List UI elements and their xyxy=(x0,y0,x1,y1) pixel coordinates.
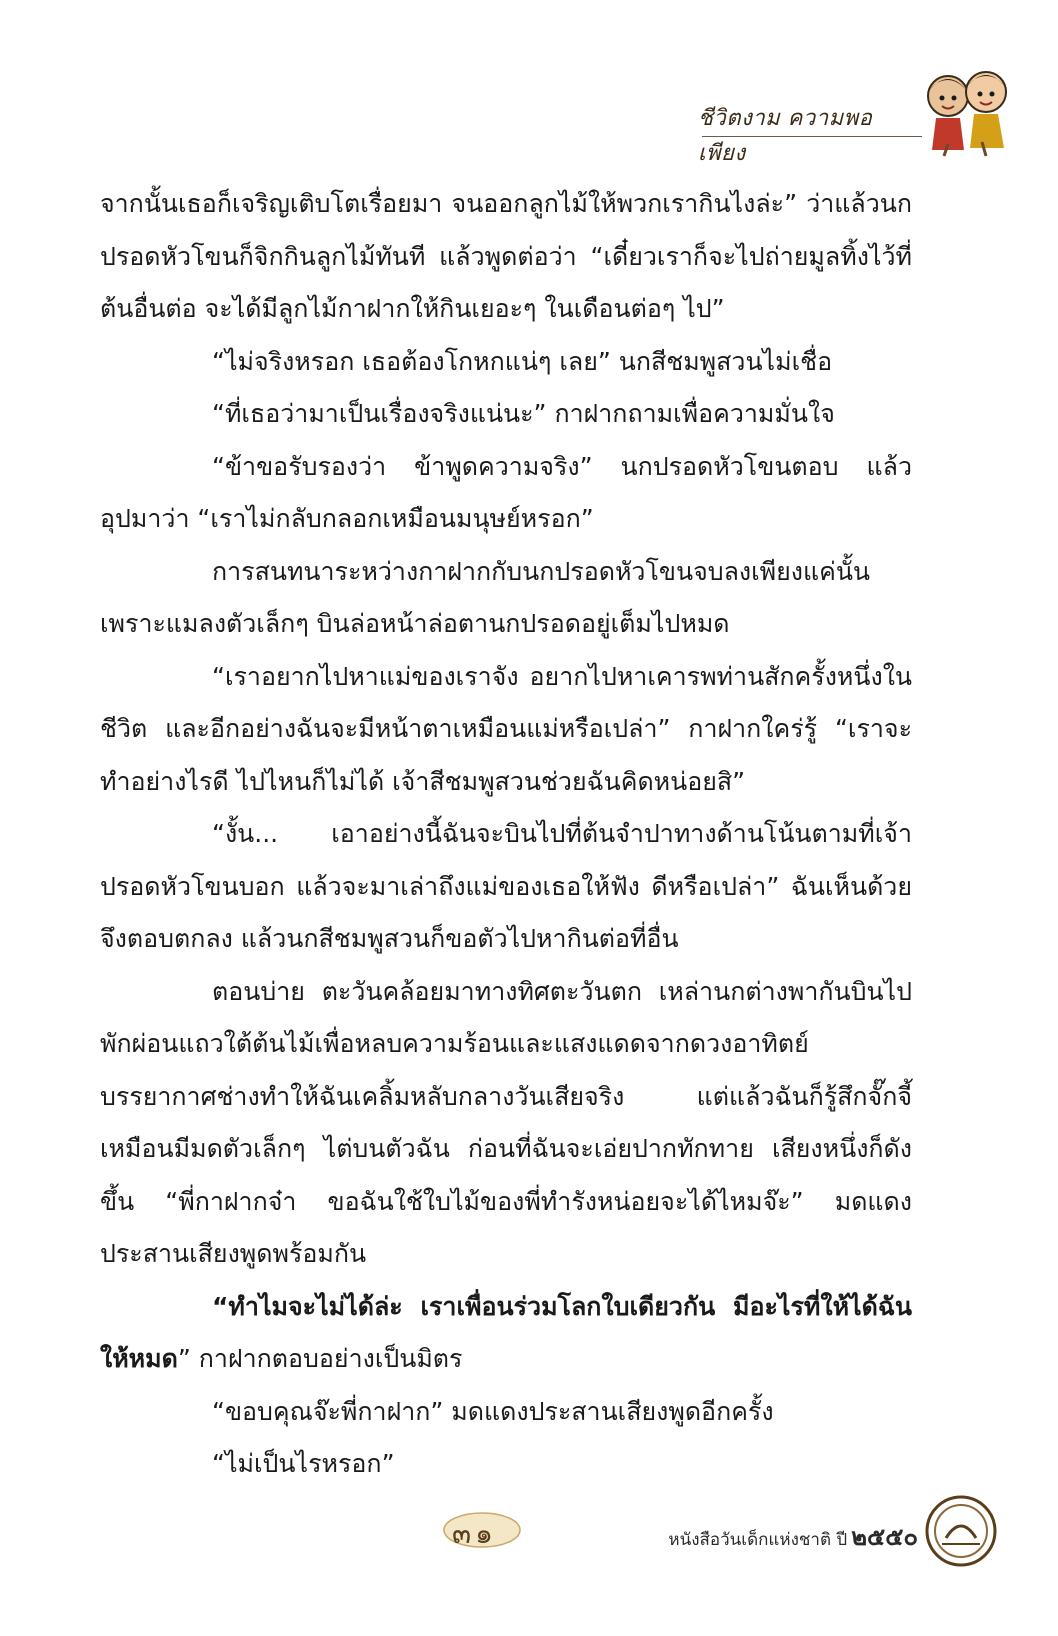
emblem-icon xyxy=(924,1494,998,1568)
paragraph: จากนั้นเธอก็เจริญเติบโตเรื่อยมา จนออกลูกไม้ให้พวกเรากินไงล่ะ” ว่าแล้วนกปรอดหัวโขนก็จิกกินลูกไม้ทันที แล้วพูดต่อว่า “เดี๋ยวเราก็จะไปถ่ายมูลทิ้งไว้ที่ต้นอื่นต่อ จะได้มีลูกไม้กาฝากให้กินเยอะๆ ในเดือนต่อๆ ไป” xyxy=(100,189,912,323)
bold-quote: “ทำไมจะไม่ได้ล่ะ เราเพื่อนร่วมโลกใบเดียวกัน มีอะไรที่ให้ได้ฉันให้หมด xyxy=(100,1291,912,1373)
paragraph: “งั้น... เอาอย่างนี้ฉันจะบินไปที่ต้นจำปาทางด้านโน้นตามที่เจ้าปรอดหัวโขนบอก แล้วจะมาเล่าถึงแม่ของเธอให้ฟัง ดีหรือเปล่า” ฉันเห็นด้วยจึงตอบตกลง แล้วนกสีชมพูสวนก็ขอตัวไปหากินต่อที่อื่น xyxy=(100,819,912,953)
page-number xyxy=(442,1510,522,1550)
paragraph: “ไม่เป็นไรหรอก” xyxy=(212,1449,395,1478)
children-mascot-icon xyxy=(918,58,1018,158)
page-header xyxy=(698,58,1018,168)
book-title: หนังสือวันเด็กแห่งชาติ ปี xyxy=(668,1530,848,1550)
page-number-text: ๓๑ xyxy=(452,1517,497,1550)
paragraph: ตอนบ่าย ตะวันคล้อยมาทางทิศตะวันตก เหล่านกต่างพากันบินไปพักผ่อนแถวใต้ต้นไม้เพื่อหลบความร้อนและแสงแดดจากดวงอาทิตย์ บรรยากาศช่างทำให้ฉันเคลิ้มหลับกลางวันเสียจริง แต่แล้วฉันก็รู้สึกจั๊กจี้ เหมือนมีมดตัวเล็กๆ ไต่บนตัวฉัน ก่อนที่ฉันจะเอ่ยปากทักทาย เสียงหนึ่งก็ดังขึ้น “พี่กาฝากจ๋า ขอฉันใช้ใบไม้ของพี่ทำรังหน่อยจะได้ไหมจ๊ะ” มดแดงประสานเสียงพูดพร้อมกัน xyxy=(100,976,912,1268)
story-text xyxy=(100,178,912,1491)
paragraph-rest: ” กาฝากตอบอย่างเป็นมิตร xyxy=(177,1344,463,1373)
paragraph: “ข้าขอรับรองว่า ข้าพูดความจริง” นกปรอดหัวโขนตอบ แล้วอุปมาว่า “เราไม่กลับกลอกเหมือนมนุษย์หรอก” xyxy=(100,451,912,533)
paragraph: การสนทนาระหว่างกาฝากกับนกปรอดหัวโขนจบลงเพียงแค่นั้นเพราะแมลงตัวเล็กๆ บินล่อหน้าล่อตานกปรอดอยู่เต็มไปหมด xyxy=(100,556,871,638)
paragraph: “ที่เธอว่ามาเป็นเรื่องจริงแน่นะ” กาฝากถามเพื่อความมั่นใจ xyxy=(212,399,835,428)
running-title: ชีวิตงาม ความพอเพียง xyxy=(698,106,873,166)
book-credit xyxy=(668,1517,918,1556)
paragraph: “เราอยากไปหาแม่ของเราจัง อยากไปหาเคารพท่านสักครั้งหนึ่งในชีวิต และอีกอย่างฉันจะมีหน้าตาเหมือนแม่หรือเปล่า” กาฝากใคร่รู้ “เราจะทำอย่างไรดี ไปไหนก็ไม่ได้ เจ้าสีชมพูสวนช่วยฉันคิดหน่อยสิ” xyxy=(100,661,912,796)
book-year: ๒๕๕๐ xyxy=(851,1522,918,1551)
paragraph: “ไม่จริงหรอก เธอต้องโกหกแน่ๆ เลย” นกสีชมพูสวนไม่เชื่อ xyxy=(212,346,833,376)
paragraph: “ขอบคุณจ๊ะพี่กาฝาก” มดแดงประสานเสียงพูดอีกครั้ง xyxy=(212,1396,774,1426)
paragraph xyxy=(100,1281,912,1386)
header-divider xyxy=(702,136,922,137)
